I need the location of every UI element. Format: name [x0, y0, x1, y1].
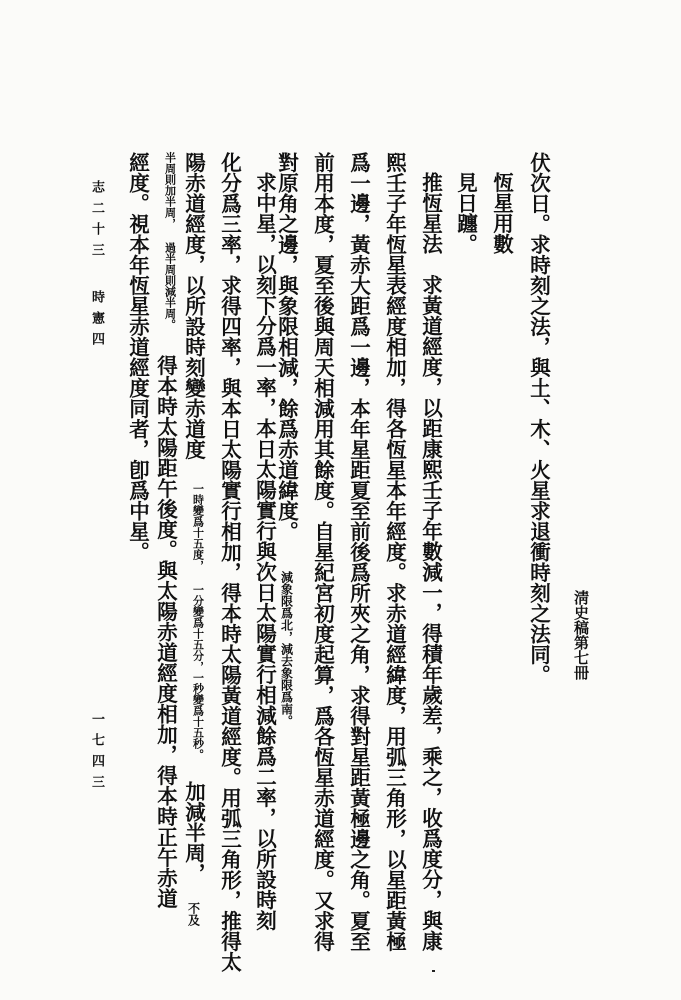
text-column-1: 伏次日。求時刻之法，與土、木、火星求退衝時刻之法同。 — [526, 152, 551, 685]
column-11-text-a: 陽赤道經度，以所設時刻變赤道度 — [181, 152, 206, 460]
text-column-10: 化分爲三率，求得四率，與本日太陽實行相加，得本時太陽黃道經度。用弧三角形，推得太 — [217, 152, 242, 972]
column-11-note-right: 一時變爲十五度， — [191, 482, 205, 571]
column-11-tail: 不及 — [186, 902, 201, 926]
text-column-13: 經度。視本年恆星赤道經度同者，卽爲中星。 — [125, 152, 150, 562]
text-column-9: 求中星，以刻下分爲一率，本日太陽實行與次日太陽實行相減餘爲二率，以所設時刻 — [252, 172, 277, 931]
text-column-11 — [183, 152, 204, 926]
column-8-note: 減象限爲北，減去象限爲南。 — [279, 570, 294, 727]
column-12-note-right: 半周則加半周， — [163, 152, 177, 229]
text-column-2: 恆星用數 — [489, 172, 514, 254]
text-column-3: 見日躔。 — [453, 172, 478, 254]
chapter-label: 時憲四 — [89, 290, 104, 353]
column-12-text-b: 得本時太陽距午後度。與太陽赤道經度相加，得本時正午赤道 — [153, 355, 178, 909]
text-column-4: 推恆星法 求黃道經度，以距康熙壬子年數減一，得積年歲差，乘之，收爲度分，與康 — [418, 172, 443, 951]
text-column-5: 熙壬子年恆星表經度相加，得各恆星本年經度。求赤道經緯度，用弧三角形，以星距黃極 — [382, 152, 407, 952]
page-number: 一七四三 — [89, 712, 104, 796]
column-11-note — [192, 483, 204, 760]
section-label: 志二十三 — [89, 180, 104, 264]
text-column-6: 爲一邊，黃赤大距爲一邊，本年星距夏至前後爲所夾之角，求得對星距黃極邊之角。夏至 — [346, 152, 371, 952]
column-8-text: 對原角之邊，與象限相減，餘爲赤道緯度。 — [274, 152, 299, 542]
column-12-note-left: 過半周則減半周。 — [163, 242, 177, 330]
text-column-7: 前用本度，夏至後與周天相減用其餘度。自星紀宮初度起算，爲各恆星赤道經度。又求得 — [310, 152, 335, 952]
text-column-8 — [276, 152, 297, 727]
column-12-note — [164, 152, 176, 330]
column-11-text-b: 加減半周， — [181, 780, 206, 883]
column-11-note-left: 一分變爲十五分，一秒變爲十五秒。 — [191, 583, 205, 760]
margin-speck — [432, 970, 435, 972]
text-column-12 — [155, 152, 176, 909]
volume-header: 淸史稿第七冊 — [572, 590, 590, 680]
